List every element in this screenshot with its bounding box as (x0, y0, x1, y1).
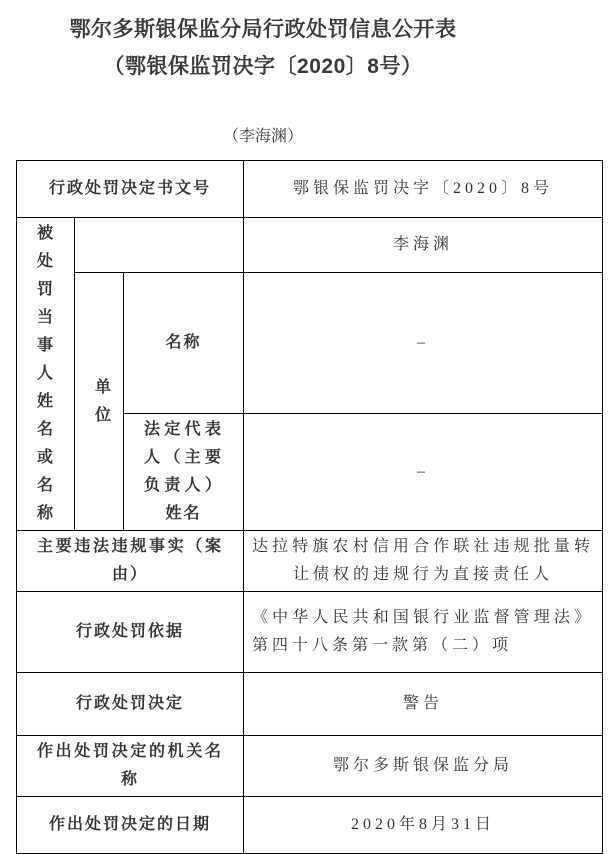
doc-number-value: 鄂银保监罚决字〔2020〕8号 (244, 161, 603, 218)
unit-label: 单位 (75, 273, 124, 531)
row-unit-name (17, 273, 603, 414)
decision-label: 行政处罚决定 (17, 673, 244, 736)
legal-rep-value: – (244, 414, 603, 531)
party-category-empty-cell (75, 218, 244, 273)
person-subtitle: （李海渊） (222, 128, 303, 145)
facts-label: 主要违法违规事实（案由） (17, 531, 244, 592)
party-group-label: 被处罚当事人姓名或名称 (17, 218, 75, 531)
row-party-individual (17, 218, 603, 273)
basis-label: 行政处罚依据 (17, 592, 244, 673)
unit-name-label: 名称 (124, 273, 244, 414)
date-value: 2020年8月31日 (244, 797, 603, 854)
row-facts (17, 531, 603, 592)
basis-value: 《中华人民共和国银行业监督管理法》第四十八条第一款第（二）项 (244, 592, 603, 673)
doc-number-label: 行政处罚决定书文号 (17, 161, 244, 218)
row-date (17, 797, 603, 854)
page-title-line2: （鄂银保监罚决字〔2020〕8号） (103, 55, 423, 78)
page-title-line1: 鄂尔多斯银保监分局行政处罚信息公开表 (69, 18, 457, 41)
document-heading (0, 0, 526, 149)
decision-value: 警告 (244, 673, 603, 736)
facts-value: 达拉特旗农村信用合作联社违规批量转让债权的违规行为直接责任人 (244, 531, 603, 592)
party-individual-value: 李海渊 (244, 218, 603, 273)
row-basis (17, 592, 603, 673)
row-doc-number (17, 161, 603, 218)
authority-value: 鄂尔多斯银保监分局 (244, 736, 603, 797)
unit-name-value: – (244, 273, 603, 414)
row-decision (17, 673, 603, 736)
legal-rep-label: 法定代表人（主要负责人）姓名 (124, 414, 244, 531)
date-label: 作出处罚决定的日期 (17, 797, 244, 854)
row-authority (17, 736, 603, 797)
authority-label: 作出处罚决定的机关名称 (17, 736, 244, 797)
